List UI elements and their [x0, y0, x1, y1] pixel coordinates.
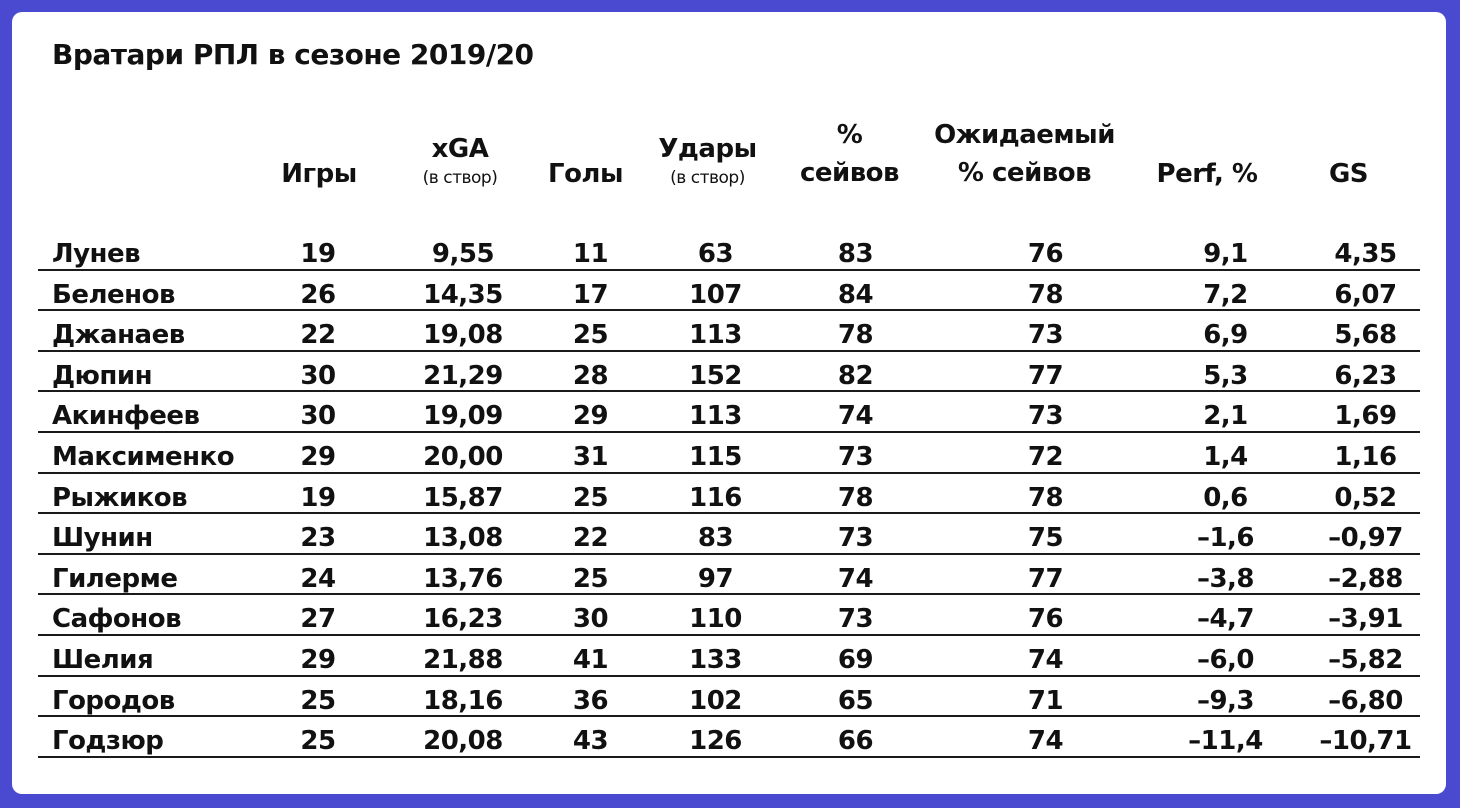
table-cell: 63 — [697, 239, 734, 269]
table-cell: 78 — [1027, 482, 1064, 513]
table-row — [38, 352, 1420, 393]
player-name: Беленов — [52, 279, 175, 310]
player-name: Городов — [52, 685, 175, 716]
table-row — [38, 595, 1420, 636]
table-cell: –11,4 — [1188, 726, 1263, 757]
header-save-pct — [787, 116, 912, 192]
table-cell: 19 — [300, 239, 336, 269]
table-cell: 65 — [837, 685, 874, 716]
table-row — [38, 514, 1420, 555]
table-cell: 25 — [572, 482, 609, 513]
table-cell: 115 — [689, 441, 742, 472]
table-cell: 41 — [572, 644, 609, 675]
table-cell: 9,55 — [431, 239, 495, 269]
table-cell: –4,7 — [1196, 604, 1255, 635]
table-cell: 29 — [572, 401, 609, 432]
table-body — [38, 230, 1420, 758]
table-cell: 5,3 — [1203, 360, 1248, 391]
table-cell: 77 — [1027, 360, 1064, 391]
table-row — [38, 230, 1420, 271]
table-cell: –6,80 — [1328, 685, 1403, 716]
table-cell: 73 — [837, 604, 874, 635]
header-expected-save-pct — [927, 116, 1122, 192]
header-perf — [1142, 155, 1272, 193]
table-row — [38, 677, 1420, 718]
header-goals — [538, 155, 633, 193]
table-row — [38, 271, 1420, 312]
table-cell: 1,16 — [1334, 441, 1397, 472]
table-cell: –6,0 — [1196, 644, 1255, 675]
player-name: Джанаев — [52, 320, 185, 351]
table-cell: 126 — [689, 726, 742, 757]
table-cell: 24 — [300, 563, 336, 594]
table-cell: –5,82 — [1328, 644, 1403, 675]
table-cell: 83 — [697, 523, 734, 554]
table-cell: 25 — [572, 320, 609, 351]
table-cell: 19,09 — [423, 401, 503, 432]
header-save-pct-label: % — [836, 120, 863, 150]
chart-title: Вратари РПЛ в сезоне 2019/20 — [52, 38, 534, 71]
table-cell: 25 — [300, 685, 336, 716]
table-cell: –1,6 — [1196, 523, 1255, 554]
table-cell: 1,69 — [1334, 401, 1397, 432]
player-name: Шелия — [52, 644, 154, 675]
table-cell: 78 — [837, 482, 874, 513]
table-row — [38, 392, 1420, 433]
table-cell: 20,00 — [423, 441, 503, 472]
table-cell: 97 — [697, 563, 734, 594]
player-name: Лунев — [52, 239, 141, 269]
player-name: Сафонов — [52, 604, 182, 635]
table-cell: 152 — [689, 360, 742, 391]
table-cell: 29 — [300, 644, 336, 675]
table-cell: 72 — [1027, 441, 1064, 472]
table-cell: 28 — [572, 360, 609, 391]
header-save-pct-label2: сейвов — [799, 158, 900, 188]
header-perf-label: Perf, % — [1156, 159, 1258, 189]
table-cell: 1,4 — [1203, 441, 1248, 472]
table-cell: 19 — [300, 482, 336, 513]
player-name: Дюпин — [52, 360, 153, 391]
table-cell: 4,35 — [1334, 239, 1397, 269]
header-expected-label: Ожидаемый — [934, 120, 1115, 150]
table-cell: 13,08 — [423, 523, 503, 554]
table-cell: 20,08 — [423, 726, 503, 757]
header-goals-label: Голы — [548, 159, 623, 189]
header-shots-label: Удары — [658, 134, 757, 164]
table-cell: 69 — [837, 644, 874, 675]
table-cell: 84 — [837, 279, 874, 310]
player-name: Рыжиков — [52, 482, 188, 513]
table-cell: 0,6 — [1203, 482, 1248, 513]
table-cell: 74 — [1027, 726, 1064, 757]
table-cell: 82 — [837, 360, 874, 391]
table-cell: 16,23 — [423, 604, 503, 635]
table-cell: 77 — [1027, 563, 1064, 594]
table-cell: 11 — [572, 239, 609, 269]
table-cell: 78 — [1027, 279, 1064, 310]
table-cell: 73 — [837, 441, 874, 472]
table-cell: 9,1 — [1203, 239, 1248, 269]
table-cell: 5,68 — [1334, 320, 1397, 351]
table-row — [38, 474, 1420, 515]
table-cell: 74 — [837, 563, 874, 594]
table-cell: 26 — [300, 279, 336, 310]
table-cell: 73 — [1027, 320, 1064, 351]
header-shots-sub: (в створ) — [670, 168, 745, 188]
header-xga-label: xGA — [431, 134, 489, 164]
header-shots — [650, 130, 765, 188]
table-cell: 116 — [689, 482, 742, 513]
header-gs-label: GS — [1328, 159, 1369, 189]
table-cell: 66 — [837, 726, 874, 757]
table-cell: 30 — [300, 360, 336, 391]
table-cell: 43 — [572, 726, 609, 757]
player-name: Годзюр — [52, 726, 164, 757]
table-cell: 19,08 — [423, 320, 503, 351]
table-row — [38, 636, 1420, 677]
table-cell: –9,3 — [1196, 685, 1255, 716]
table-cell: 6,9 — [1203, 320, 1248, 351]
table-cell: 6,07 — [1334, 279, 1397, 310]
table-cell: 25 — [572, 563, 609, 594]
player-name: Шунин — [52, 523, 153, 554]
header-games-label: Игры — [281, 159, 357, 189]
player-name: Гилерме — [52, 563, 178, 594]
table-cell: 30 — [300, 401, 336, 432]
table-cell: 31 — [572, 441, 609, 472]
header-expected-label2: % сейвов — [957, 158, 1092, 188]
header-xga-sub: (в створ) — [422, 168, 498, 188]
table-cell: 29 — [300, 441, 336, 472]
table-cell: 21,88 — [423, 644, 503, 675]
header-games — [274, 155, 364, 193]
table-cell: 113 — [689, 320, 742, 351]
table-cell: 6,23 — [1334, 360, 1397, 391]
table-cell: 110 — [689, 604, 742, 635]
player-name: Максименко — [52, 441, 235, 472]
table-cell: 74 — [1027, 644, 1064, 675]
table-cell: 133 — [689, 644, 742, 675]
table-cell: 15,87 — [423, 482, 503, 513]
table-cell: 7,2 — [1203, 279, 1248, 310]
table-card — [12, 12, 1446, 794]
table-cell: 78 — [837, 320, 874, 351]
table-cell: 83 — [837, 239, 874, 269]
table-cell: 102 — [689, 685, 742, 716]
table-cell: 71 — [1027, 685, 1064, 716]
table-cell: –2,88 — [1328, 563, 1403, 594]
table-cell: –0,97 — [1328, 523, 1403, 554]
table-cell: –3,91 — [1328, 604, 1403, 635]
table-cell: 22 — [300, 320, 336, 351]
table-cell: 18,16 — [423, 685, 503, 716]
table-cell: 73 — [837, 523, 874, 554]
table-cell: 74 — [837, 401, 874, 432]
table-cell: –3,8 — [1196, 563, 1255, 594]
table-cell: 17 — [572, 279, 609, 310]
player-name: Акинфеев — [52, 401, 200, 432]
table-cell: 27 — [300, 604, 336, 635]
table-row — [38, 433, 1420, 474]
table-cell: 107 — [689, 279, 742, 310]
table-row — [38, 717, 1420, 758]
table-cell: 36 — [572, 685, 609, 716]
table-cell: 113 — [689, 401, 742, 432]
table-cell: –10,71 — [1319, 726, 1412, 757]
table-cell: 23 — [300, 523, 336, 554]
table-cell: 76 — [1027, 604, 1064, 635]
table-cell: 75 — [1027, 523, 1064, 554]
header-gs — [1301, 155, 1396, 193]
table-row — [38, 311, 1420, 352]
table-cell: 0,52 — [1334, 482, 1397, 513]
header-xga — [395, 130, 525, 188]
table-cell: 30 — [572, 604, 609, 635]
table-cell: 2,1 — [1203, 401, 1248, 432]
table-cell: 76 — [1027, 239, 1064, 269]
table-cell: 21,29 — [423, 360, 503, 391]
table-cell: 14,35 — [423, 279, 503, 310]
table-row — [38, 555, 1420, 596]
table-cell: 73 — [1027, 401, 1064, 432]
table-cell: 25 — [300, 726, 336, 757]
table-cell: 22 — [572, 523, 609, 554]
table-cell: 13,76 — [423, 563, 503, 594]
